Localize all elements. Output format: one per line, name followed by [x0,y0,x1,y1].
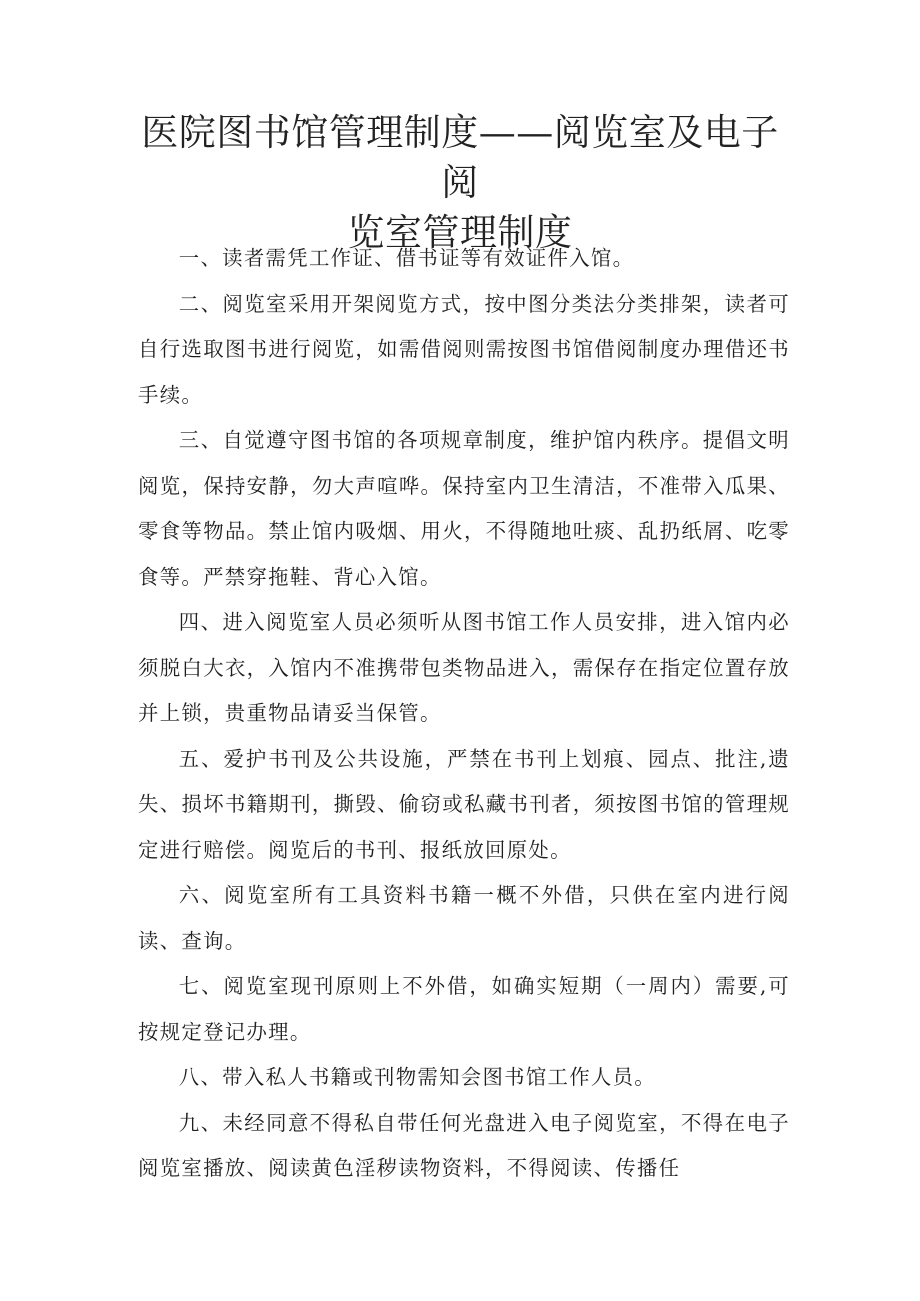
paragraph-7: 七、阅览室现刊原则上不外借，如确实短期（一周内）需要,可按规定登记办理。 [138,974,790,1044]
paragraph-1: 一、读者需凭工作证、借书证等有效证件入馆。 [178,246,635,270]
paragraph-4: 四、进入阅览室人员必须听从图书馆工作人员安排，进入馆内必须脱白大衣，入馆内不准携带包类物品进入，需保存在指定位置存放并上锁，贵重物品请妥当保管。 [138,610,790,725]
paragraph-2: 二、阅览室采用开架阅览方式，按中图分类法分类排架，读者可自行选取图书进行阅览，如需借阅则需按图书馆借阅制度办理借还书手续。 [138,291,790,407]
paragraph-3: 三、自觉遵守图书馆的各项规章制度，维护馆内秩序。提倡文明阅览，保持安静，勿大声喧哗。保持室内卫生清洁，不准带入瓜果、零食等物品。禁止馆内吸烟、用火，不得随地吐痰、乱扔纸屑、吃零食等。严禁穿拖鞋、背心入馆。 [138,428,790,589]
title-line-2: 览室管理制度 [347,211,573,254]
paragraph-9: 九、未经同意不得私自带任何光盘进入电子阅览室，不得在电子阅览室播放、阅读黄色淫秽读物资料，不得阅读、传播任 [138,1110,790,1180]
paragraph-5: 五、爱护书刊及公共设施，严禁在书刊上划痕、园点、批注,遗失、损坏书籍期刊，撕毁、偷窃或私藏书刊者，须按图书馆的管理规定进行赔偿。阅览后的书刊、报纸放回原处。 [138,746,790,862]
paragraph-8: 八、带入私人书籍或刊物需知会图书馆工作人员。 [178,1065,656,1089]
paragraph-6: 六、阅览室所有工具资料书籍一概不外借，只供在室内进行阅读、查询。 [138,883,790,953]
document-body [138,236,790,1192]
title-line-1: 医院图书馆管理制度——阅览室及电子阅 [141,111,779,204]
